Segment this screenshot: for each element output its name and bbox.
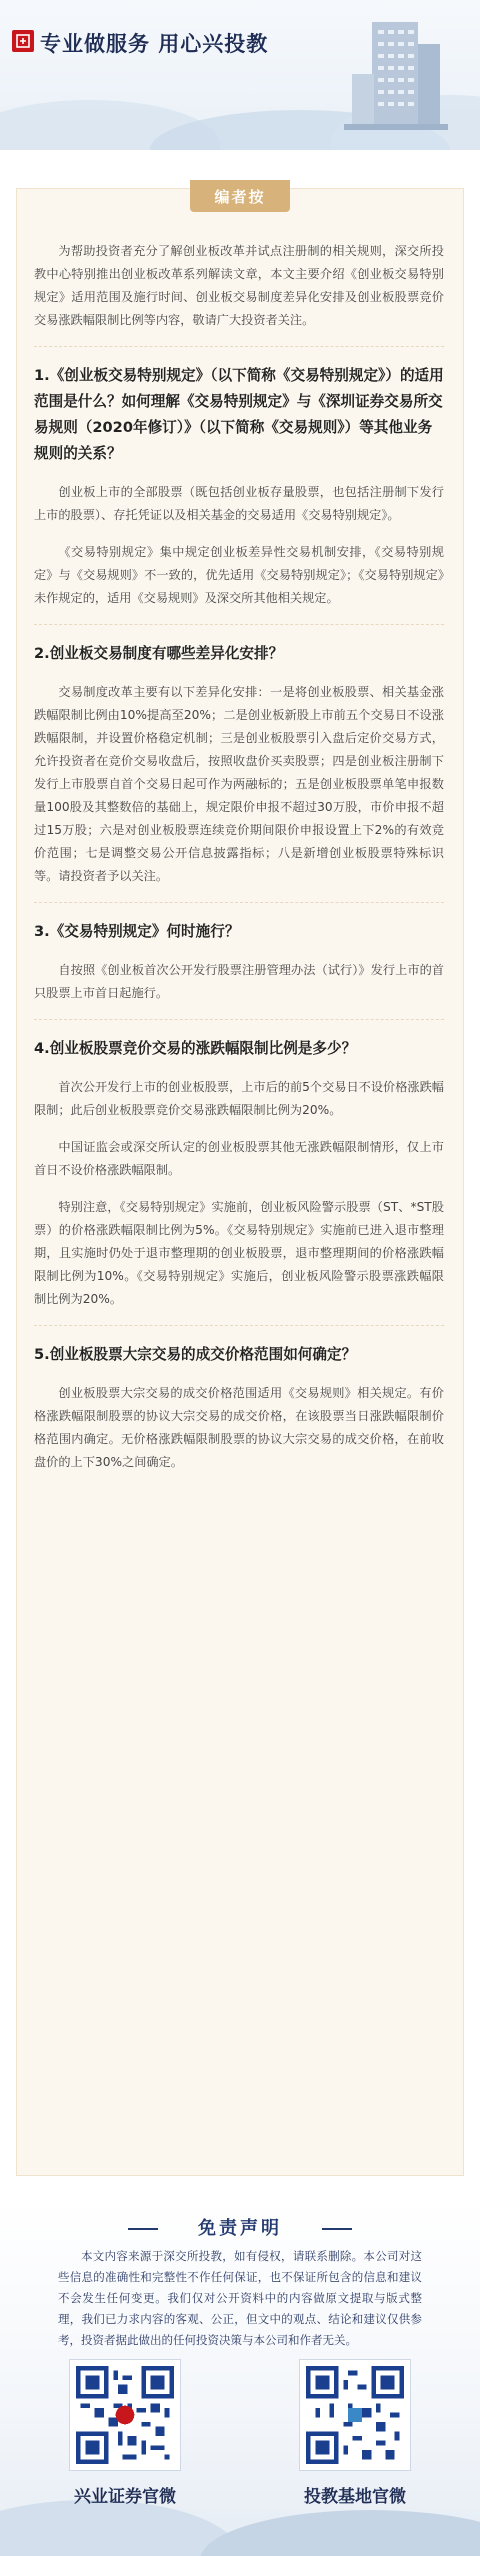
intro-paragraph: 为帮助投资者充分了解创业板改革并试点注册制的相关规则，深交所投教中心特别推出创业板改革系列解读文章，本文主要介绍《创业板交易特别规定》适用范围及施行时间、创业板交易制度差异化安排及创业板股票竞价交易涨跌幅限制比例等内容，敬请广大投资者关注。 <box>34 244 444 327</box>
question-1: 1.《创业板交易特别规定》（以下简称《交易特别规定》）的适用范围是什么？如何理解《交易特别规定》与《深圳证券交易所交易规则（2020年修订）》（以下简称《交易规则》）等其他业务规则的关系？ <box>34 367 444 462</box>
section-divider <box>34 346 444 347</box>
answer-4-para-1: 首次公开发行上市的创业板股票，上市后的前5个交易日不设价格涨跌幅限制；此后创业板股票竞价交易涨跌幅限制比例为20%。 <box>34 1080 444 1117</box>
answer-5-para-1: 创业板股票大宗交易的成交价格范围适用《交易规则》相关规定。有价格涨跌幅限制股票的协议大宗交易的成交价格，在该股票当日涨跌幅限制价格范围内确定。无价格涨跌幅限制股票的协议大宗交易的成交价格，在前收盘价的上下30%之间确定。 <box>34 1386 444 1469</box>
answer-2-para-1: 交易制度改革主要有以下差异化安排：一是将创业板股票、相关基金涨跌幅限制比例由10%提高至20%；二是创业板新股上市前五个交易日不设涨跌幅限制，并设置价格稳定机制；三是创业板股票引入盘后定价交易方式，允许投资者在竞价交易收盘后，按照收盘价买卖股票；四是创业板注册制下发行上市股票自首个交易日起可作为两融标的；五是创业板股票单笔申报数量100股及其整数倍的基础上，规定限价申报不超过30万股，市价申报不超过15万股；六是对创业板股票连续竞价期间限价申报设置上下2%的有效竞价范围；七是调整交易公开信息披露指标；八是新增创业板股票特殊标识等。请投资者予以关注。 <box>34 685 444 883</box>
question-4: 4.创业板股票竞价交易的涨跌幅限制比例是多少？ <box>34 1040 357 1057</box>
qr-code-icon <box>300 2360 410 2470</box>
answer-1-para-1: 创业板上市的全部股票（既包括创业板存量股票，也包括注册制下发行上市的股票）、存托凭证以及相关基金的交易适用《交易特别规定》。 <box>34 485 444 522</box>
question-5: 5.创业板股票大宗交易的成交价格范围如何确定？ <box>34 1346 357 1363</box>
qr-code-icon <box>70 2360 180 2470</box>
section-divider <box>34 1019 444 1020</box>
building-illustration-icon <box>324 14 454 134</box>
disclaimer-text: 本文内容来源于深交所投教，如有侵权，请联系删除。本公司对这些信息的准确性和完整性不作任何保证，也不保证所包含的信息和建议不会发生任何变更。我们仅对公开资料中的内容做原文提取与版式整理，我们已力求内容的客观、公正，但文中的观点、结论和建议仅供参考，投资者据此做出的任何投资决策与本公司和作者无关。 <box>58 2249 422 2347</box>
article-body <box>34 240 444 1488</box>
section-divider <box>34 1325 444 1326</box>
answer-1-para-2: 《交易特别规定》集中规定创业板差异性交易机制安排，《交易特别规定》与《交易规则》不一致的，优先适用《交易特别规定》；《交易特别规定》未作规定的，适用《交易规则》及深交所其他相关规定。 <box>34 545 444 605</box>
xingye-logo-icon <box>12 30 34 52</box>
section-divider <box>34 624 444 625</box>
editor-note-tab: 编者按 <box>190 180 290 212</box>
title-rule-right <box>322 2228 352 2230</box>
qr-label-toujiao: 投教基地官微 <box>304 2487 406 2507</box>
banner-slogan: 专业做服务 用心兴投教 <box>40 32 269 56</box>
qr-label-xingye: 兴业证券官微 <box>74 2487 176 2507</box>
question-2: 2.创业板交易制度有哪些差异化安排？ <box>34 645 284 662</box>
disclaimer-title: 免责声明 <box>198 2218 282 2239</box>
answer-3-para-1: 自按照《创业板首次公开发行股票注册管理办法（试行）》发行上市的首只股票上市首日起施行。 <box>34 963 444 1000</box>
question-3: 3.《交易特别规定》何时施行？ <box>34 923 240 940</box>
header-banner <box>0 0 480 150</box>
answer-4-para-3: 特别注意，《交易特别规定》实施前，创业板风险警示股票（ST、*ST股票）的价格涨跌幅限制比例为5%。《交易特别规定》实施前已进入退市整理期，且实施时仍处于退市整理期的创业板股票，退市整理期间的价格涨跌幅限制比例为10%。《交易特别规定》实施后，创业板风险警示股票涨跌幅限制比例为20%。 <box>34 1200 444 1306</box>
section-divider <box>34 902 444 903</box>
disclaimer-section <box>0 2200 480 2556</box>
answer-4-para-2: 中国证监会或深交所认定的创业板股票其他无涨跌幅限制情形，仅上市首日不设价格涨跌幅限制。 <box>34 1140 444 1177</box>
title-rule-left <box>128 2228 158 2230</box>
